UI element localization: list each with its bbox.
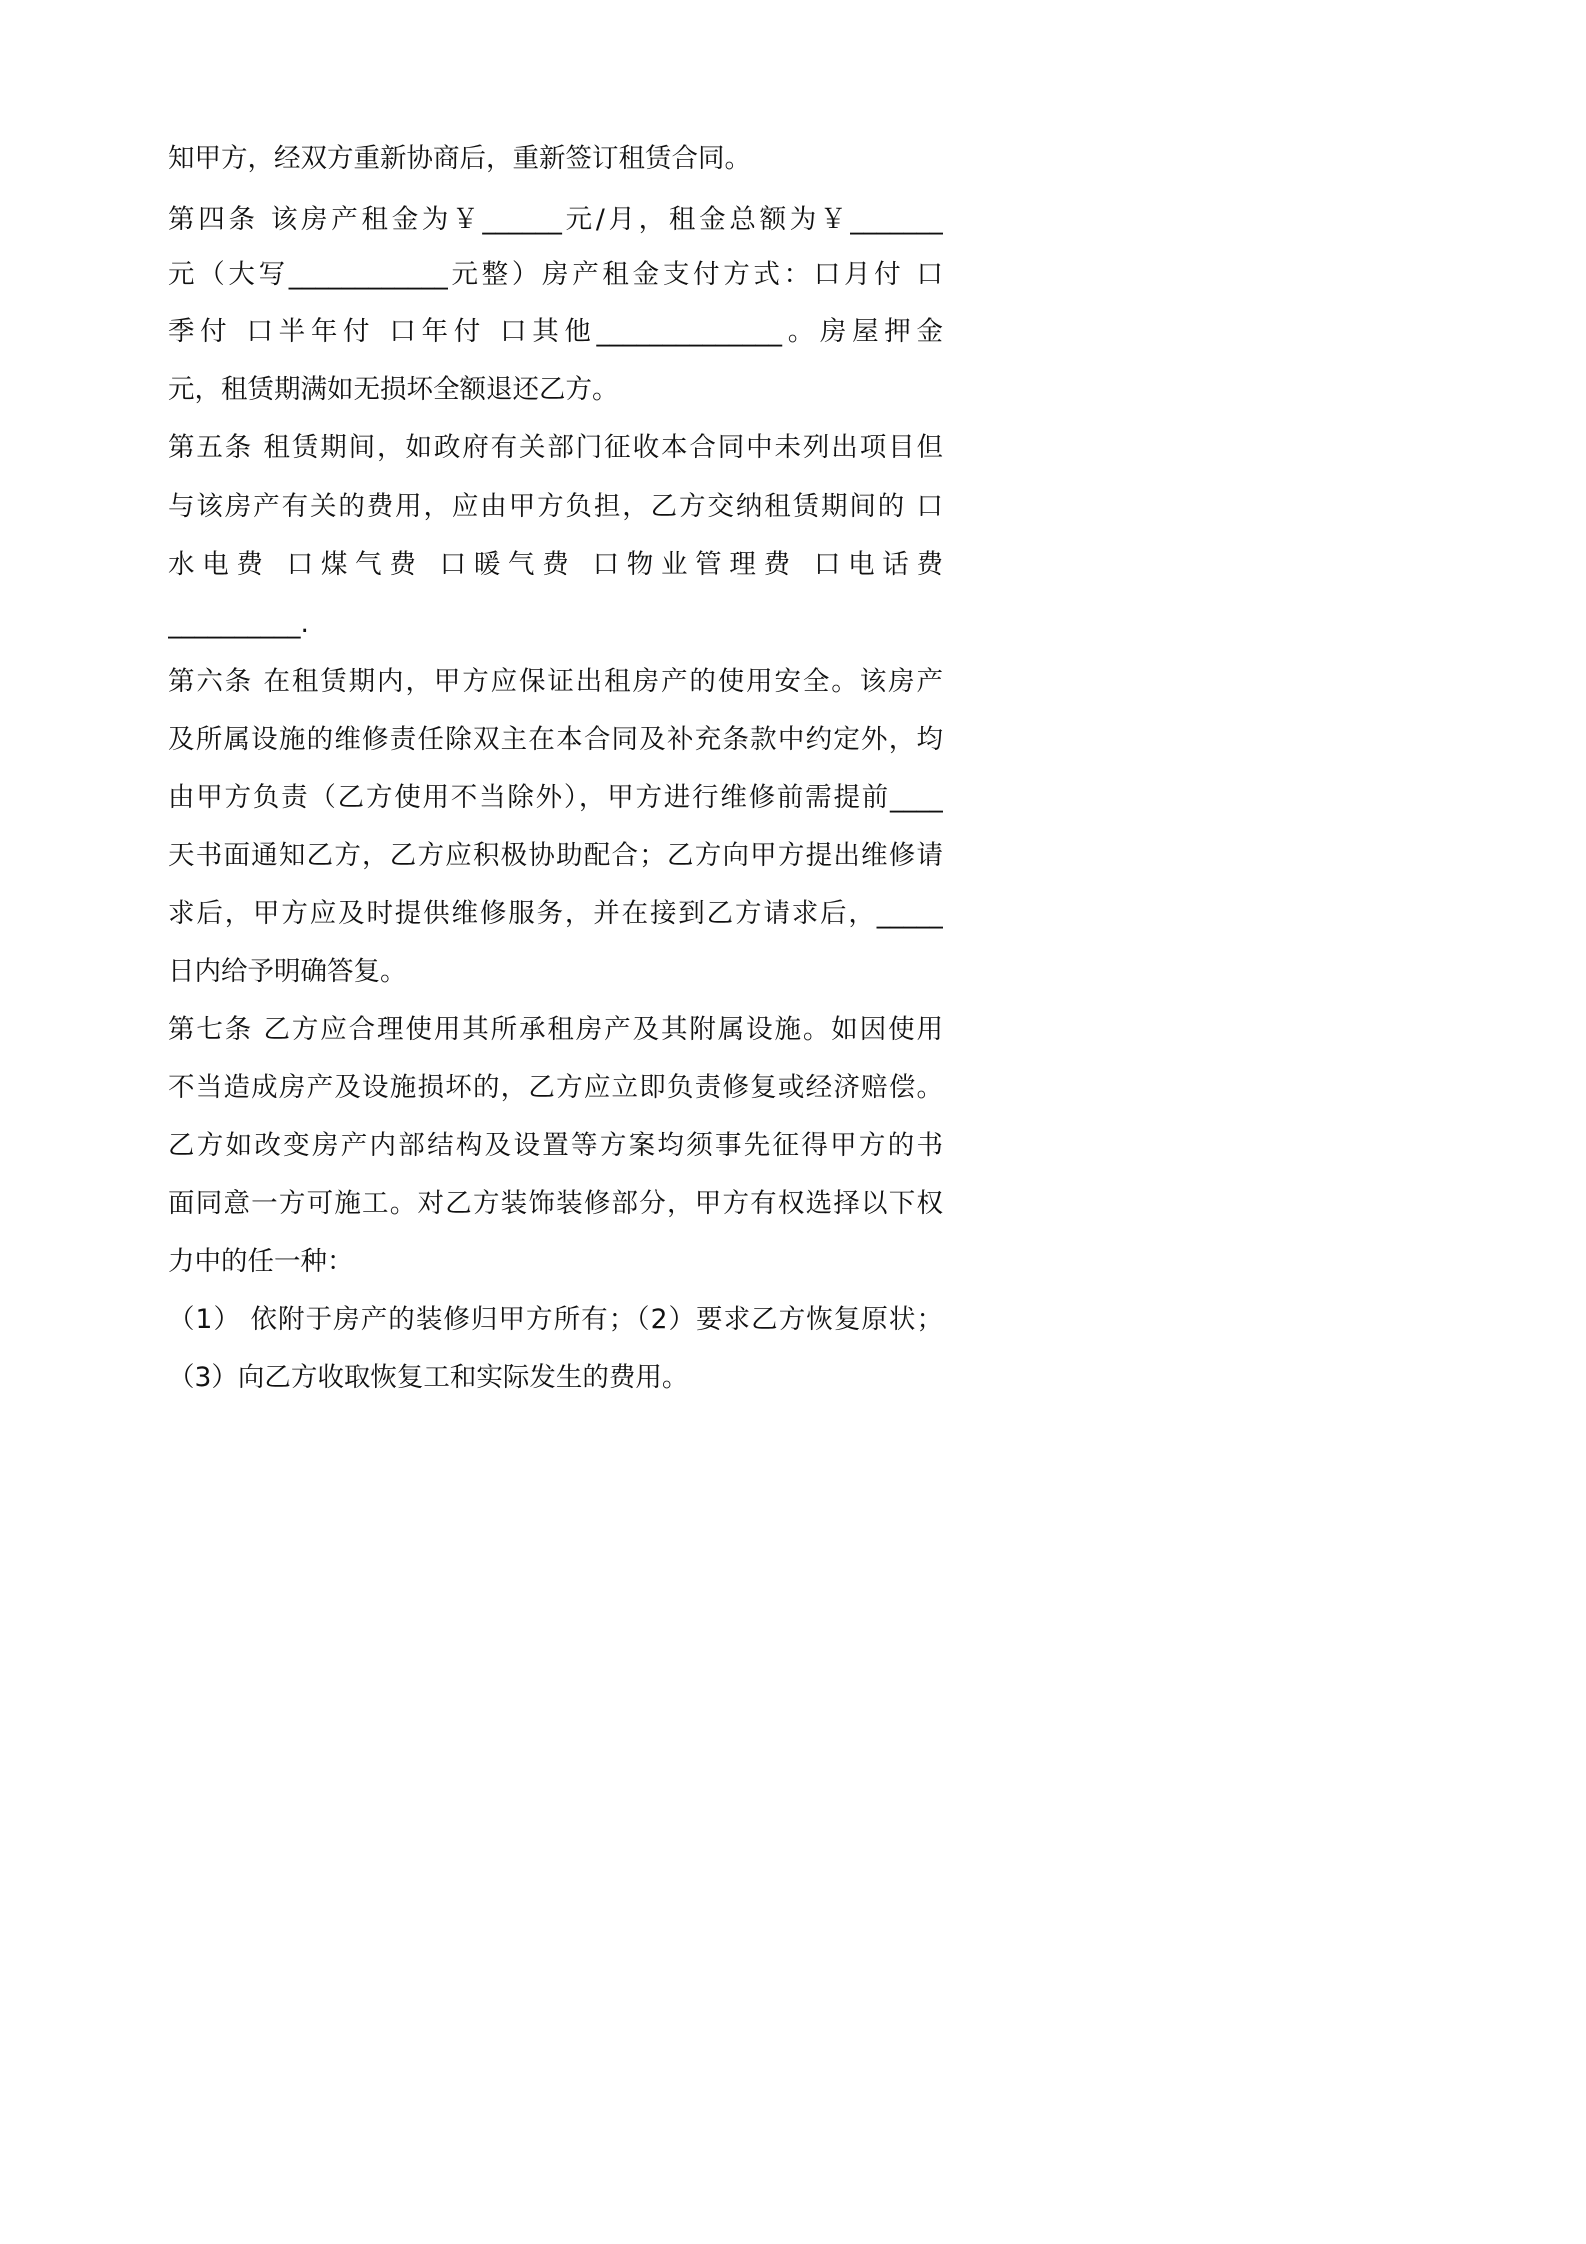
text-line: 日内给予明确答复。 <box>168 956 407 987</box>
text-line: 元，租赁期满如无损坏全额退还乙方。 <box>168 374 619 405</box>
text-line: 第五条 租赁期间，如政府有关部门征收本合同中未列出项目但 <box>168 432 943 463</box>
text-line: （3）向乙方收取恢复工和实际发生的费用。 <box>168 1362 689 1393</box>
text-line: 第六条 在租赁期内，甲方应保证出租房产的使用安全。该房产 <box>168 666 943 697</box>
text-line: 面同意一方可施工。对乙方装饰装修部分，甲方有权选择以下权 <box>168 1188 943 1219</box>
text-line: 求后，甲方应及时提供维修服务，并在接到乙方请求后，_____ <box>168 898 943 929</box>
text-line: （1） 依附于房产的装修归甲方所有；（2）要求乙方恢复原状； <box>168 1304 943 1335</box>
text-line: 由甲方负责（乙方使用不当除外），甲方进行维修前需提前____ <box>168 782 943 813</box>
text-line: 元（大写____________元整）房产租金支付方式：口月付 口 <box>168 259 943 290</box>
text-line: 力中的任一种： <box>168 1246 354 1277</box>
text-line: 及所属设施的维修责任除双主在本合同及补充条款中约定外，均 <box>168 724 943 755</box>
text-line: __________. <box>168 608 309 639</box>
text-line: 不当造成房产及设施损坏的，乙方应立即负责修复或经济赔偿。 <box>168 1072 943 1103</box>
text-line: 季付 口半年付 口年付 口其他______________。房屋押金 <box>168 316 943 347</box>
text-line: 第四条 该房产租金为￥______元/月，租金总额为￥_______ <box>168 204 943 235</box>
text-line: 水电费 口煤气费 口暖气费 口物业管理费 口电话费 <box>168 549 943 580</box>
text-line: 知甲方，经双方重新协商后，重新签订租赁合同。 <box>168 143 751 174</box>
text-line: 与该房产有关的费用，应由甲方负担，乙方交纳租赁期间的 口 <box>168 491 943 522</box>
document-page <box>0 0 1106 1564</box>
text-line: 乙方如改变房产内部结构及设置等方案均须事先征得甲方的书 <box>168 1130 943 1161</box>
text-line: 第七条 乙方应合理使用其所承租房产及其附属设施。如因使用 <box>168 1014 943 1045</box>
text-line: 天书面通知乙方，乙方应积极协助配合；乙方向甲方提出维修请 <box>168 840 943 871</box>
